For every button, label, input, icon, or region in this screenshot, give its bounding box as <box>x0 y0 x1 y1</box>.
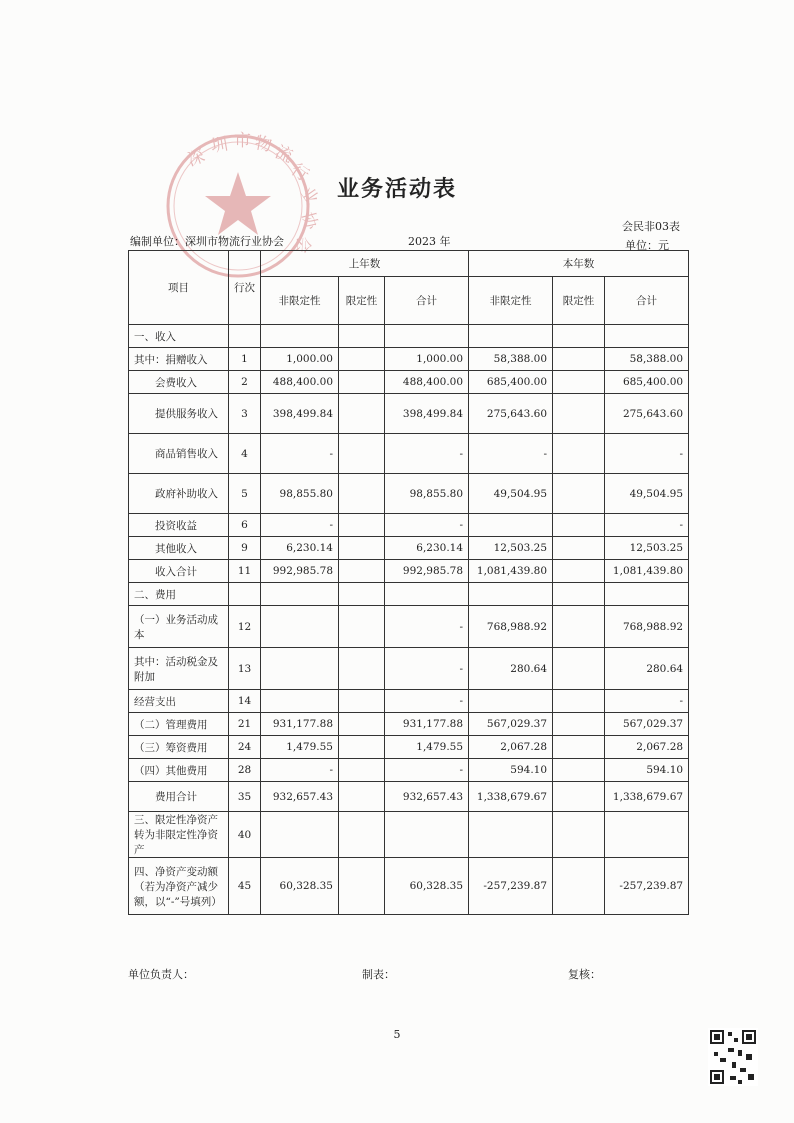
cell-curr-restricted <box>553 434 605 474</box>
table-row <box>129 560 689 583</box>
document-title: 业务活动表 <box>336 176 457 202</box>
svg-text:协: 协 <box>297 210 321 232</box>
cell-curr-total: 2,067.28 <box>605 736 689 759</box>
cell-prev-unrestricted: - <box>261 434 339 474</box>
cell-curr-unrestricted <box>469 583 553 606</box>
table-row <box>129 782 689 812</box>
cell-prev-restricted <box>339 713 385 736</box>
row-item-label: （二）管理费用 <box>129 713 229 736</box>
currency-unit: 单位：元 <box>625 239 669 252</box>
cell-prev-unrestricted: 992,985.78 <box>261 560 339 583</box>
row-line-number: 12 <box>229 606 261 648</box>
cell-curr-unrestricted: 1,081,439.80 <box>469 560 553 583</box>
row-item-label: 会费收入 <box>129 371 229 394</box>
cell-prev-total: 6,230.14 <box>385 537 469 560</box>
cell-prev-total: 932,657.43 <box>385 782 469 812</box>
row-item-label: 其中：捐赠收入 <box>129 348 229 371</box>
row-line-number: 28 <box>229 759 261 782</box>
row-item-label: （一）业务活动成本 <box>129 606 229 648</box>
cell-prev-restricted <box>339 434 385 474</box>
cell-curr-restricted <box>553 560 605 583</box>
report-year: 2023 年 <box>408 235 451 248</box>
row-line-number: 3 <box>229 394 261 434</box>
cell-prev-unrestricted: 6,230.14 <box>261 537 339 560</box>
cell-curr-restricted <box>553 514 605 537</box>
cell-prev-restricted <box>339 759 385 782</box>
cell-prev-total: - <box>385 514 469 537</box>
cell-curr-restricted <box>553 606 605 648</box>
business-activity-table <box>128 250 689 915</box>
cell-prev-restricted <box>339 394 385 434</box>
cell-prev-unrestricted <box>261 325 339 348</box>
cell-prev-unrestricted <box>261 583 339 606</box>
cell-prev-unrestricted: 98,855.80 <box>261 474 339 514</box>
cell-prev-total <box>385 812 469 858</box>
reviewed-by-label: 复核： <box>568 968 601 981</box>
responsible-person-label: 单位负责人： <box>128 968 194 981</box>
row-line-number: 11 <box>229 560 261 583</box>
col-group-current-year: 本年数 <box>469 251 689 277</box>
cell-curr-total: - <box>605 514 689 537</box>
row-item-label: 其他收入 <box>129 537 229 560</box>
cell-curr-restricted <box>553 858 605 915</box>
cell-prev-restricted <box>339 648 385 690</box>
cell-curr-total: 1,338,679.67 <box>605 782 689 812</box>
table-row <box>129 348 689 371</box>
cell-curr-unrestricted: 685,400.00 <box>469 371 553 394</box>
table-row <box>129 583 689 606</box>
cell-curr-unrestricted: 49,504.95 <box>469 474 553 514</box>
cell-curr-unrestricted: 12,503.25 <box>469 537 553 560</box>
row-item-label: 政府补助收入 <box>129 474 229 514</box>
cell-prev-restricted <box>339 690 385 713</box>
cell-prev-unrestricted: - <box>261 759 339 782</box>
cell-prev-restricted <box>339 371 385 394</box>
table-row <box>129 537 689 560</box>
cell-curr-unrestricted <box>469 325 553 348</box>
cell-curr-total: 49,504.95 <box>605 474 689 514</box>
cell-curr-restricted <box>553 348 605 371</box>
table-row <box>129 759 689 782</box>
cell-curr-total: 280.64 <box>605 648 689 690</box>
cell-prev-total: 398,499.84 <box>385 394 469 434</box>
cell-prev-restricted <box>339 583 385 606</box>
table-row <box>129 394 689 434</box>
row-line-number: 6 <box>229 514 261 537</box>
cell-prev-unrestricted <box>261 648 339 690</box>
cell-curr-unrestricted: 58,388.00 <box>469 348 553 371</box>
cell-curr-unrestricted <box>469 514 553 537</box>
cell-curr-restricted <box>553 371 605 394</box>
row-line-number: 21 <box>229 713 261 736</box>
cell-curr-total: -257,239.87 <box>605 858 689 915</box>
col-header-curr-restricted: 限定性 <box>553 277 605 325</box>
cell-curr-unrestricted: 275,643.60 <box>469 394 553 434</box>
row-line-number: 2 <box>229 371 261 394</box>
cell-prev-total: 1,000.00 <box>385 348 469 371</box>
cell-curr-total: 1,081,439.80 <box>605 560 689 583</box>
cell-prev-total: 992,985.78 <box>385 560 469 583</box>
page-number: 5 <box>393 1028 401 1041</box>
cell-prev-total: - <box>385 690 469 713</box>
row-line-number <box>229 325 261 348</box>
cell-prev-unrestricted: - <box>261 514 339 537</box>
svg-text:行: 行 <box>287 159 313 186</box>
cell-curr-unrestricted: 280.64 <box>469 648 553 690</box>
compiling-unit: 编制单位：深圳市物流行业协会 <box>130 235 284 248</box>
cell-curr-restricted <box>553 690 605 713</box>
row-item-label: 商品销售收入 <box>129 434 229 474</box>
cell-curr-restricted <box>553 782 605 812</box>
col-header-prev-restricted: 限定性 <box>339 277 385 325</box>
cell-curr-unrestricted: 2,067.28 <box>469 736 553 759</box>
row-item-label: 提供服务收入 <box>129 394 229 434</box>
cell-curr-restricted <box>553 474 605 514</box>
row-line-number: 4 <box>229 434 261 474</box>
col-header-row-no: 行次 <box>229 251 261 325</box>
cell-curr-restricted <box>553 713 605 736</box>
table-row <box>129 371 689 394</box>
row-item-label: 经营支出 <box>129 690 229 713</box>
row-item-label: （三）筹资费用 <box>129 736 229 759</box>
cell-prev-unrestricted <box>261 812 339 858</box>
row-line-number: 14 <box>229 690 261 713</box>
cell-curr-total: 594.10 <box>605 759 689 782</box>
cell-curr-total: 685,400.00 <box>605 371 689 394</box>
cell-prev-unrestricted: 398,499.84 <box>261 394 339 434</box>
cell-curr-unrestricted: - <box>469 434 553 474</box>
table-row <box>129 648 689 690</box>
cell-prev-total: 931,177.88 <box>385 713 469 736</box>
cell-curr-total: 275,643.60 <box>605 394 689 434</box>
cell-prev-unrestricted: 60,328.35 <box>261 858 339 915</box>
cell-prev-restricted <box>339 782 385 812</box>
table-row <box>129 690 689 713</box>
cell-curr-total: 58,388.00 <box>605 348 689 371</box>
table-row <box>129 812 689 858</box>
col-header-prev-unrestricted: 非限定性 <box>261 277 339 325</box>
cell-prev-total: - <box>385 759 469 782</box>
cell-curr-restricted <box>553 812 605 858</box>
svg-text:市: 市 <box>234 131 251 151</box>
col-group-previous-year: 上年数 <box>261 251 469 277</box>
cell-prev-unrestricted: 932,657.43 <box>261 782 339 812</box>
table-row <box>129 474 689 514</box>
row-line-number: 24 <box>229 736 261 759</box>
cell-prev-unrestricted <box>261 690 339 713</box>
cell-prev-total: - <box>385 606 469 648</box>
row-line-number: 35 <box>229 782 261 812</box>
cell-curr-unrestricted: 768,988.92 <box>469 606 553 648</box>
cell-prev-restricted <box>339 812 385 858</box>
cell-prev-total <box>385 325 469 348</box>
cell-prev-restricted <box>339 514 385 537</box>
cell-prev-restricted <box>339 325 385 348</box>
cell-prev-total <box>385 583 469 606</box>
table-row <box>129 434 689 474</box>
cell-curr-restricted <box>553 736 605 759</box>
svg-text:深: 深 <box>184 146 208 171</box>
row-line-number: 45 <box>229 858 261 915</box>
cell-curr-total: - <box>605 434 689 474</box>
row-item-label: 四、净资产变动额（若为净资产减少额，以“-”号填列） <box>129 858 229 915</box>
cell-curr-restricted <box>553 325 605 348</box>
table-row <box>129 325 689 348</box>
table-row <box>129 736 689 759</box>
cell-curr-total: 12,503.25 <box>605 537 689 560</box>
cell-curr-total: 768,988.92 <box>605 606 689 648</box>
cell-prev-restricted <box>339 606 385 648</box>
svg-text:圳: 圳 <box>209 134 230 157</box>
cell-curr-restricted <box>553 759 605 782</box>
cell-curr-total <box>605 583 689 606</box>
form-number: 会民非03表 <box>622 220 680 233</box>
cell-prev-unrestricted: 1,479.55 <box>261 736 339 759</box>
col-header-curr-unrestricted: 非限定性 <box>469 277 553 325</box>
cell-prev-restricted <box>339 348 385 371</box>
cell-curr-restricted <box>553 537 605 560</box>
cell-prev-total: - <box>385 434 469 474</box>
cell-curr-unrestricted: -257,239.87 <box>469 858 553 915</box>
row-item-label: 费用合计 <box>129 782 229 812</box>
cell-prev-restricted <box>339 736 385 759</box>
cell-curr-total: - <box>605 690 689 713</box>
table-row <box>129 606 689 648</box>
cell-prev-restricted <box>339 560 385 583</box>
cell-curr-unrestricted: 1,338,679.67 <box>469 782 553 812</box>
qr-code-icon <box>708 1028 758 1086</box>
row-item-label: 其中：活动税金及附加 <box>129 648 229 690</box>
cell-prev-restricted <box>339 858 385 915</box>
table-row <box>129 713 689 736</box>
cell-curr-unrestricted <box>469 690 553 713</box>
col-header-item: 项目 <box>129 251 229 325</box>
svg-text:流: 流 <box>272 142 296 168</box>
svg-text:物: 物 <box>253 133 274 156</box>
svg-text:业: 业 <box>295 183 323 209</box>
row-item-label: 一、收入 <box>129 325 229 348</box>
row-item-label: 三、限定性净资产转为非限定性净资产 <box>129 812 229 858</box>
cell-prev-total: 1,479.55 <box>385 736 469 759</box>
cell-curr-unrestricted <box>469 812 553 858</box>
cell-prev-total: 98,855.80 <box>385 474 469 514</box>
cell-prev-total: 60,328.35 <box>385 858 469 915</box>
prepared-by-label: 制表： <box>362 968 395 981</box>
cell-curr-restricted <box>553 648 605 690</box>
row-line-number <box>229 583 261 606</box>
cell-prev-unrestricted: 931,177.88 <box>261 713 339 736</box>
col-header-prev-total: 合计 <box>385 277 469 325</box>
row-line-number: 13 <box>229 648 261 690</box>
row-line-number: 40 <box>229 812 261 858</box>
row-item-label: 二、费用 <box>129 583 229 606</box>
cell-prev-unrestricted <box>261 606 339 648</box>
table-row <box>129 858 689 915</box>
table-body <box>129 325 689 915</box>
cell-prev-unrestricted: 1,000.00 <box>261 348 339 371</box>
cell-curr-total <box>605 812 689 858</box>
cell-curr-restricted <box>553 583 605 606</box>
cell-prev-total: 488,400.00 <box>385 371 469 394</box>
table-row <box>129 514 689 537</box>
col-header-curr-total: 合计 <box>605 277 689 325</box>
row-item-label: （四）其他费用 <box>129 759 229 782</box>
cell-prev-restricted <box>339 537 385 560</box>
cell-curr-total: 567,029.37 <box>605 713 689 736</box>
cell-curr-total <box>605 325 689 348</box>
cell-curr-unrestricted: 594.10 <box>469 759 553 782</box>
row-item-label: 收入合计 <box>129 560 229 583</box>
cell-prev-total: - <box>385 648 469 690</box>
cell-curr-unrestricted: 567,029.37 <box>469 713 553 736</box>
svg-text:会: 会 <box>291 235 313 255</box>
row-item-label: 投资收益 <box>129 514 229 537</box>
cell-prev-restricted <box>339 474 385 514</box>
cell-curr-restricted <box>553 394 605 434</box>
row-line-number: 1 <box>229 348 261 371</box>
row-line-number: 9 <box>229 537 261 560</box>
cell-prev-unrestricted: 488,400.00 <box>261 371 339 394</box>
row-line-number: 5 <box>229 474 261 514</box>
